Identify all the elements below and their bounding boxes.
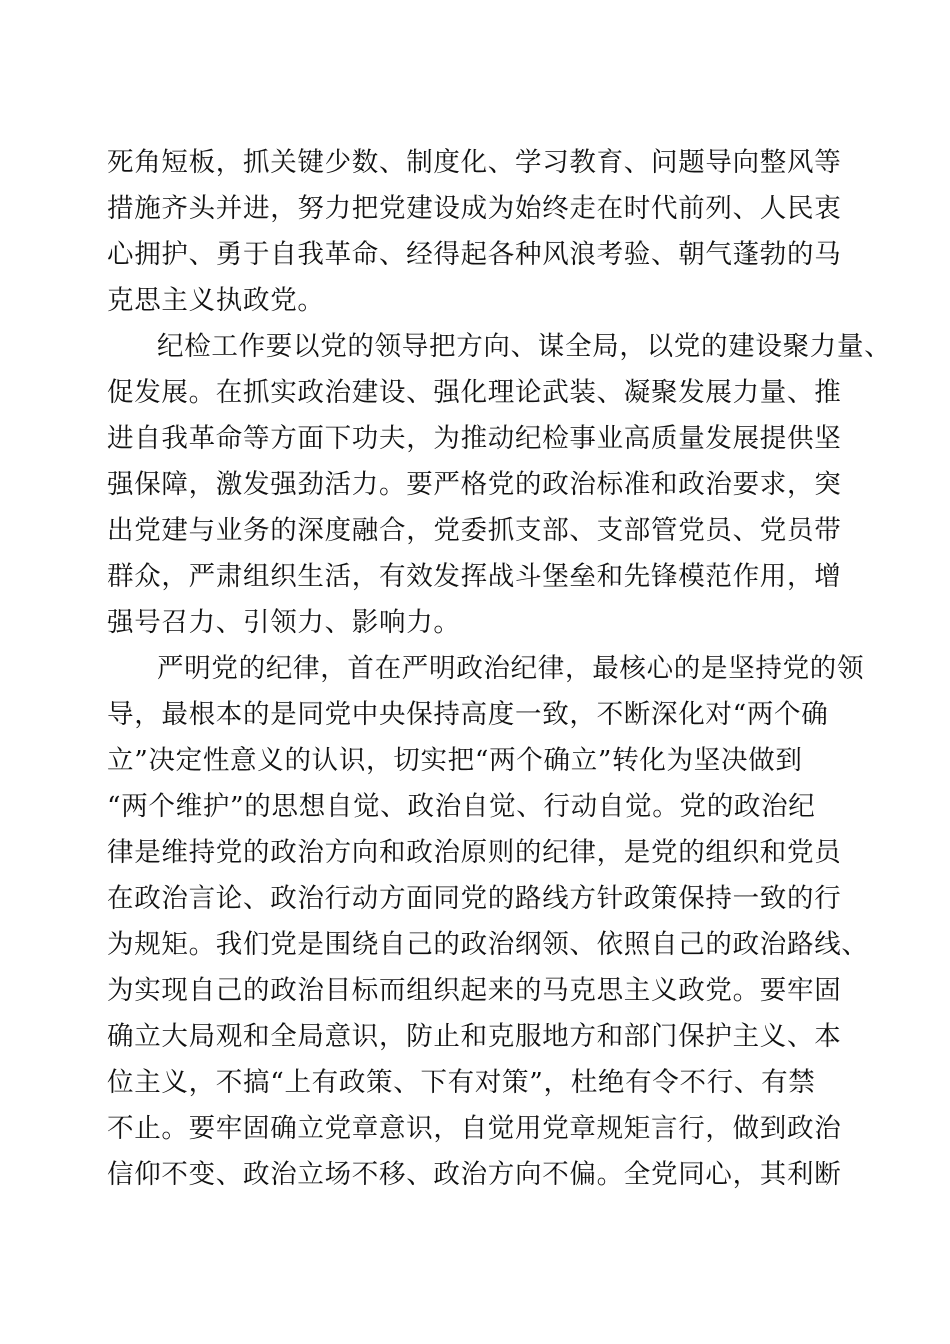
text-line: 出党建与业务的深度融合，党委抓支部、支部管党员、党员带 [107,515,842,546]
paragraph-2 [107,324,892,646]
text-line: 为实现自己的政治目标而组织起来的马克思主义政党。要牢固 [107,975,842,1006]
body-text [107,140,892,1198]
text-line: 在政治言论、政治行动方面同党的路线方针政策保持一致的行 [107,883,842,914]
text-line: 立”决定性意义的认识，切实把“两个确立”转化为坚决做到 [107,745,803,776]
text-line: “两个维护”的思想自觉、政治自觉、行动自觉。党的政治纪 [107,791,816,822]
text-line: 进自我革命等方面下功夫，为推动纪检事业高质量发展提供坚 [107,423,842,454]
text-line: 促发展。在抓实政治建设、强化理论武装、凝聚发展力量、推 [107,377,842,408]
paragraph-1 [107,140,857,324]
text-line: 死角短板，抓关键少数、制度化、学习教育、问题导向整风等 [107,147,842,178]
text-line: 严明党的纪律，首在严明政治纪律，最核心的是坚持党的领 [157,653,865,684]
text-line: 不止。要牢固确立党章意识，自觉用党章规矩言行，做到政治 [107,1113,842,1144]
text-line: 信仰不变、政治立场不移、政治方向不偏。全党同心，其利断 [107,1159,842,1190]
text-line: 纪检工作要以党的领导把方向、谋全局，以党的建设聚力量、 [157,331,892,362]
text-line: 措施齐头并进，努力把党建设成为始终走在时代前列、人民衷 [107,193,842,224]
text-line: 克思主义执政党。 [107,285,325,316]
text-line: 确立大局观和全局意识，防止和克服地方和部门保护主义、本 [107,1021,842,1052]
text-line: 导，最根本的是同党中央保持高度一致，不断深化对“两个确 [107,699,829,730]
text-line: 群众，严肃组织生活，有效发挥战斗堡垒和先锋模范作用，增 [107,561,842,592]
text-line: 强保障，激发强劲活力。要严格党的政治标准和政治要求，突 [107,469,842,500]
text-line: 位主义，不搞“上有政策、下有对策”，杜绝有令不行、有禁 [107,1067,816,1098]
text-line: 为规矩。我们党是围绕自己的政治纲领、依照自己的政治路线、 [107,929,869,960]
text-line: 律是维持党的政治方向和政治原则的纪律，是党的组织和党员 [107,837,842,868]
paragraph-3 [107,646,869,1198]
text-line: 心拥护、勇于自我革命、经得起各种风浪考验、朝气蓬勃的马 [107,239,842,270]
text-line: 强号召力、引领力、影响力。 [107,607,461,638]
